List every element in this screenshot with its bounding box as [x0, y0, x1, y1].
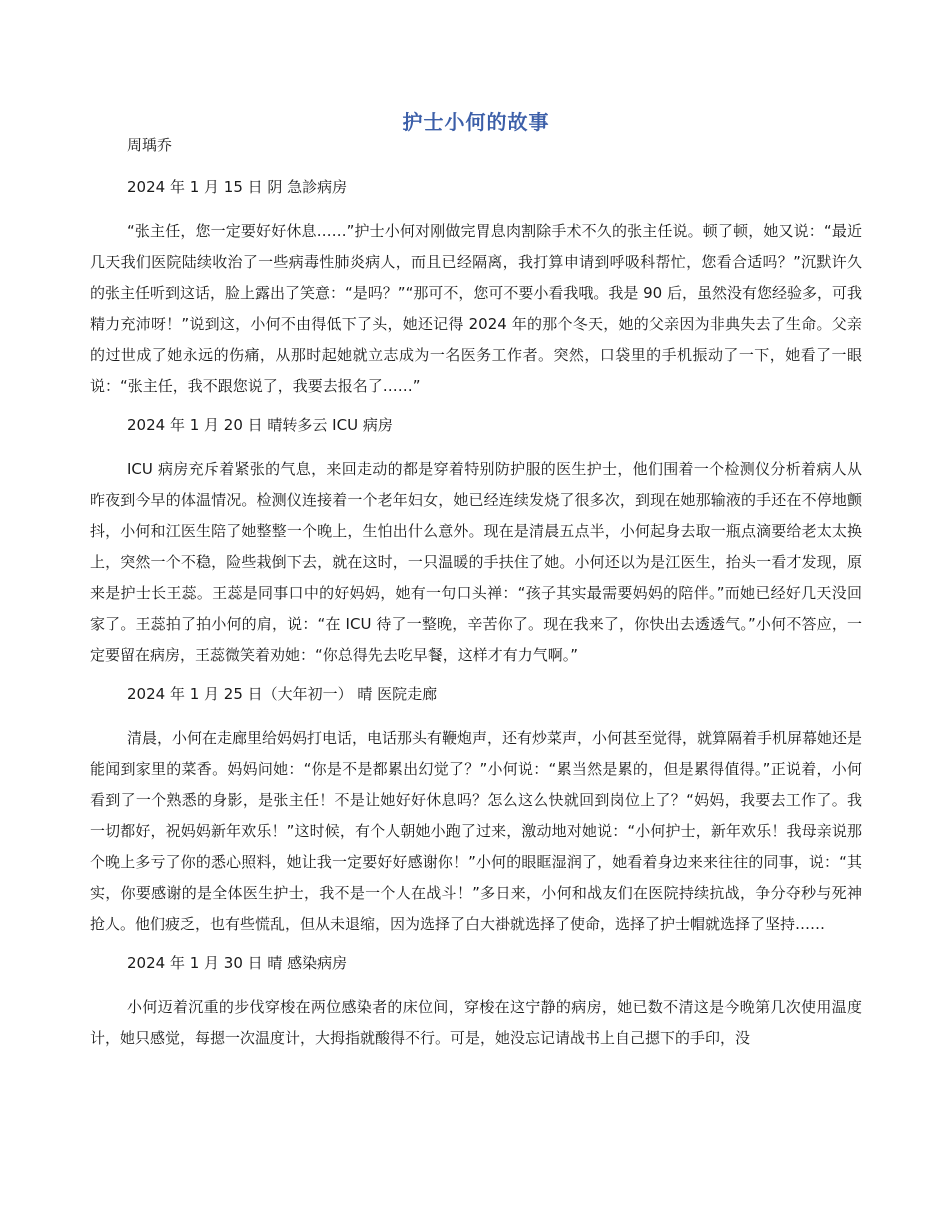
- entry-paragraph: “张主任，您一定要好好休息……”护士小何对刚做完胃息肉割除手术不久的张主任说。顿了顿，她又说：“最近几天我们医院陆续收治了一些病毒性肺炎病人，而且已经隔离，我打算申请到呼吸科帮忙，您看合适吗？”沉默许久的张主任听到这话，脸上露出了笑意：“是吗？”“那可不，您可不要小看我哦。我是 90 后，虽然没有您经验多，可我精力充沛呀！”说到这，小何不由得低下了头，她还记得 2024 年的那个冬天，她的父亲因为非典失去了生命。父亲的过世成了她永远的伤痛，从那时起她就立志成为一名医务工作者。突然，口袋里的手机振动了一下，她看了一眼说：“张主任，我不跟您说了，我要去报名了……”: [90, 222, 862, 395]
- diary-entry: [90, 413, 862, 671]
- entry-heading: 2024 年 1 月 20 日 晴转多云 ICU 病房: [127, 416, 393, 434]
- diary-entry: [90, 175, 862, 402]
- diary-entry: [90, 682, 862, 940]
- document-title: 护士小何的故事: [402, 110, 550, 134]
- entry-heading: 2024 年 1 月 25 日（大年初一） 晴 医院走廊: [127, 685, 438, 703]
- entry-heading: 2024 年 1 月 15 日 阴 急診病房: [127, 178, 348, 196]
- entry-heading: 2024 年 1 月 30 日 晴 感染病房: [127, 954, 348, 972]
- entry-paragraph: ICU 病房充斥着紧张的气息，来回走动的都是穿着特别防护服的医生护士，他们围着一个检测仪分析着病人从昨夜到今早的体温情况。检测仪连接着一个老年妇女，她已经连续发烧了很多次，到现在她那输液的手还在不停地颤抖，小何和江医生陪了她整整一个晚上，生怕出什么意外。现在是清晨五点半，小何起身去取一瓶点滴要给老太太换上，突然一个不稳，险些栽倒下去，就在这时，一只温暖的手扶住了她。小何还以为是江医生，抬头一看才发现，原来是护士长王蕊。王蕊是同事口中的好妈妈，她有一句口头禅：“孩子其实最需要妈妈的陪伴。”而她已经好几天没回家了。王蕊拍了拍小何的肩，说：“在 ICU 待了一整晚，辛苦你了。现在我来了，你快出去透透气。”小何不答应，一定要留在病房，王蕊微笑着劝她：“你总得先去吃早餐，这样才有力气啊。”: [90, 460, 862, 664]
- diary-entry: [90, 951, 862, 1054]
- entry-paragraph: 小何迈着沉重的步伐穿梭在两位感染者的床位间，穿梭在这宁静的病房，她已数不清这是今晚第几次使用温度计，她只感觉，每摁一次温度计，大拇指就酸得不行。可是，她没忘记请战书上自己摁下的手印，没: [90, 998, 862, 1047]
- document-author: 周瑀乔: [127, 136, 173, 154]
- document-body: [90, 175, 862, 1065]
- entry-paragraph: 清晨，小何在走廊里给妈妈打电话，电话那头有鞭炮声，还有炒菜声，小何甚至觉得，就算隔着手机屏幕她还是能闻到家里的菜香。妈妈问她：“你是不是都累出幻觉了？”小何说：“累当然是累的，但是累得值得。”正说着，小何看到了一个熟悉的身影，是张主任！不是让她好好休息吗？怎么这么快就回到岗位上了？“妈妈，我要去工作了。我一切都好，祝妈妈新年欢乐！”这时候，有个人朝她小跑了过来，激动地对她说：“小何护士，新年欢乐！我母亲说那个晚上多亏了你的悉心照料，她让我一定要好好感谢你！”小何的眼眶湿润了，她看着身边来来往往的同事，说：“其实，你要感谢的是全体医生护士，我不是一个人在战斗！”多日来，小何和战友们在医院持续抗战，争分夺秒与死神抢人。他们疲乏，也有些慌乱，但从未退缩，因为选择了白大褂就选择了使命，选择了护士帽就选择了坚持……: [90, 729, 863, 933]
